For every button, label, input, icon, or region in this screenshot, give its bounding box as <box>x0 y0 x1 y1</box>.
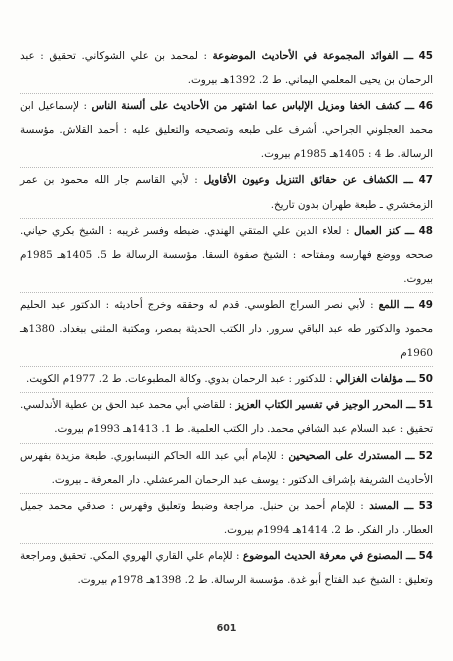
bibliography-list <box>20 44 433 593</box>
entry-detail: : لإسماعيل ابن محمد العجلوني الجراحي. أشرف على طبعه وتصحيحه والتعليق عليه : أحمد القلاش. مؤسسة الرسالة. ط 4 : 1405هـ 1985م بيروت. <box>20 100 433 161</box>
bibliography-entry <box>20 494 433 544</box>
entry-detail: : لأبي القاسم جار الله محمود بن عمر الزمخشري ـ طبعة طهران بدون تاريخ. <box>20 174 433 211</box>
entry-number: 46 <box>418 100 434 113</box>
entry-detail: : للإمام أبي عبد الله الحاكم النيسابوري. طبعة مزيدة بفهرس الأحاديث الشريفة بإشراف الدكتور : يوسف عبد الرحمان المرعشلي. دار المعرفة ـ بيروت. <box>20 449 433 486</box>
entry-title: مؤلفات الغزالي <box>335 373 403 386</box>
entry-separator: ـــ <box>406 549 416 562</box>
entry-number: 48 <box>418 224 433 237</box>
entry-title: الكشاف عن حقائق التنزيل وعيون الأقاويل <box>203 174 398 187</box>
entry-detail: : للإمام أحمد بن حنبل. مراجعة وضبط وتعليق وفهرس : صدقي محمد جميل العطار. دار الفكر. ط 2. 1414هـ 1994م بيروت. <box>20 499 433 536</box>
entry-title: المصنوع في معرفة الحديث الموضوع <box>242 549 403 562</box>
bibliography-entry <box>20 393 433 443</box>
bibliography-entry <box>20 219 433 293</box>
entry-separator: ـــ <box>404 224 414 237</box>
entry-title: كنز العمال <box>354 224 401 237</box>
bibliography-entry <box>20 367 433 393</box>
entry-separator: ـــ <box>404 499 414 512</box>
entry-number: 45 <box>418 50 434 62</box>
entry-number: 50 <box>418 373 433 386</box>
entry-separator: ـــ <box>405 449 415 462</box>
entry-detail: : لعلاء الدين علي المتقي الهندي. ضبطه وفسر غريبه : الشيخ بكري حياني. صححه ووضع فهارسه ومفتاحه : الشيخ صفوة السقا. مؤسسة الرسالة ط 5. 1405هـ 1985م بيروت. <box>20 224 434 285</box>
entry-detail: : لأبي نصر السراج الطوسي. قدم له وحققه وخرج أحاديثه : الدكتور عبد الحليم محمود والدكتور طه عبد الباقي سرور. دار الكتب الحديثة بمصر، ومكتبة المثنى ببغداد. 1380هـ 1960م <box>20 298 433 360</box>
entry-number: 47 <box>418 174 433 187</box>
bibliography-entry <box>20 293 433 367</box>
entry-title: المسند <box>369 499 399 512</box>
bibliography-entry <box>20 94 433 168</box>
entry-separator: ـــ <box>404 298 414 311</box>
entry-detail: : للقاضي أبي محمد عبد الحق بن عطية الأندلسي. تحقيق : عبد السلام عبد الشافي محمد. دار الكتب العلمية. ط 1. 1413هـ 1993م بيروت. <box>20 399 433 436</box>
entry-separator: ـــ <box>406 373 416 386</box>
entry-title: كشف الخفا ومزيل الإلباس عما اشتهر من الأحاديث على ألسنة الناس <box>91 100 401 113</box>
entry-separator: ـــ <box>406 399 416 412</box>
entry-title: المستدرك على الصحيحين <box>288 449 402 462</box>
entry-detail: : لمحمد بن علي الشوكاني. تحقيق : عبد الرحمان بن يحيى المعلمي اليماني. ط 2. 1392هـ بيروت. <box>20 50 433 87</box>
entry-number: 51 <box>418 399 434 412</box>
bibliography-entry <box>20 444 433 494</box>
entry-number: 53 <box>418 499 434 512</box>
entry-detail: : للإمام علي القاري الهروي المكي. تحقيق ومراجعة وتعليق : الشيخ عبد الفتاح أبو غدة. مؤسسة الرسالة. ط 2. 1398هـ 1978م بيروت. <box>20 549 433 586</box>
entry-separator: ـــ <box>404 100 415 113</box>
bibliography-entry <box>20 168 433 218</box>
entry-title: اللمع <box>378 298 400 311</box>
entry-title: الفوائد المجموعة في الأحاديث الموضوعة <box>212 50 399 62</box>
bibliography-entry <box>20 544 433 593</box>
page-number: 601 <box>216 623 237 634</box>
entry-number: 54 <box>418 549 433 562</box>
entry-number: 52 <box>418 449 433 462</box>
entry-separator: ـــ <box>403 174 413 187</box>
entry-title: المحرر الوجيز في تفسير الكتاب العزيز <box>235 399 403 412</box>
entry-separator: ـــ <box>403 50 414 62</box>
entry-detail: : للدكتور : عبد الرحمان بدوي. وكالة المطبوعات. ط 2. 1977م الكويت. <box>26 373 333 386</box>
entry-number: 49 <box>418 298 433 311</box>
bibliography-entry <box>20 44 433 94</box>
